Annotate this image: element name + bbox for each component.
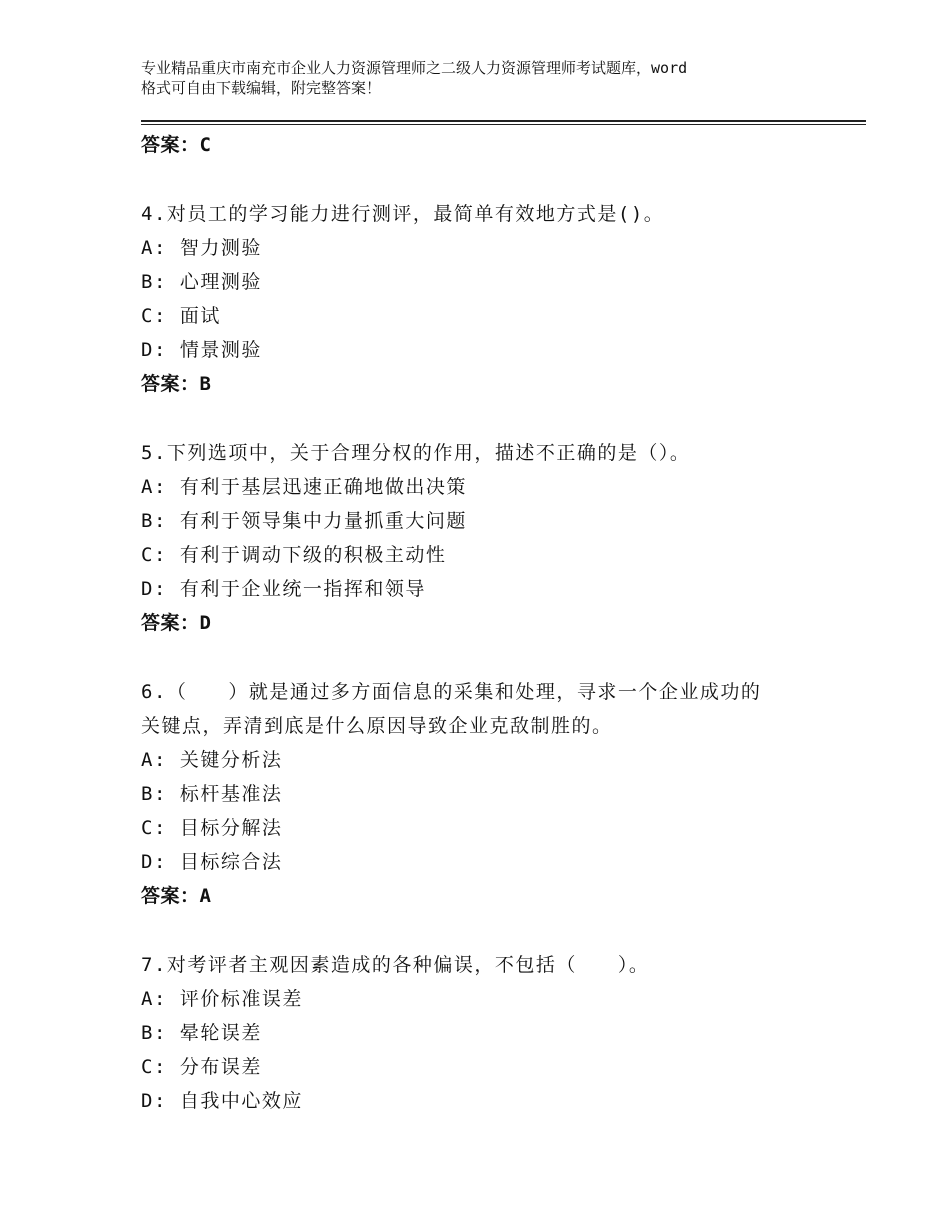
question-6-answer: 答案：A [141, 885, 212, 907]
question-4-answer: 答案：B [141, 373, 212, 395]
header-rule-thin [141, 124, 866, 125]
previous-answer: 答案：C [141, 134, 212, 156]
question-4-option-c: C: 面试 [141, 305, 221, 327]
question-6-option-c: C: 目标分解法 [141, 817, 283, 839]
question-4-option-d: D: 情景测验 [141, 339, 262, 361]
question-7-option-b: B: 晕轮误差 [141, 1022, 262, 1044]
question-7-stem: 7.对考评者主观因素造成的各种偏误，不包括（ ）。 [141, 954, 650, 976]
header-rule-thick [141, 120, 866, 122]
question-6-option-a: A: 关键分析法 [141, 749, 283, 771]
question-4-option-a: A: 智力测验 [141, 237, 262, 259]
document-header: 专业精品重庆市南充市企业人力资源管理师之二级人力资源管理师考试题库，word 格式可自由下载编辑，附完整答案！ [141, 59, 688, 97]
question-5-option-a: A: 有利于基层迅速正确地做出决策 [141, 476, 467, 498]
question-5-option-d: D: 有利于企业统一指挥和领导 [141, 578, 426, 600]
question-7-option-c: C: 分布误差 [141, 1056, 262, 1078]
question-5-option-c: C: 有利于调动下级的积极主动性 [141, 544, 447, 566]
question-4-stem: 4.对员工的学习能力进行测评，最简单有效地方式是()。 [141, 203, 665, 225]
question-5-option-b: B: 有利于领导集中力量抓重大问题 [141, 510, 467, 532]
question-5-stem: 5.下列选项中，关于合理分权的作用，描述不正确的是（）。 [141, 442, 691, 464]
question-7-option-d: D: 自我中心效应 [141, 1090, 303, 1112]
question-5-answer: 答案：D [141, 612, 212, 634]
question-7-option-a: A: 评价标准误差 [141, 988, 303, 1010]
question-6-stem-line-2: 关键点，弄清到底是什么原因导致企业克敌制胜的。 [141, 715, 613, 737]
question-4-option-b: B: 心理测验 [141, 271, 262, 293]
question-6-stem-line-1: 6.（ ）就是通过多方面信息的采集和处理，寻求一个企业成功的 [141, 681, 762, 703]
question-6-option-b: B: 标杆基准法 [141, 783, 283, 805]
question-6-option-d: D: 目标综合法 [141, 851, 283, 873]
